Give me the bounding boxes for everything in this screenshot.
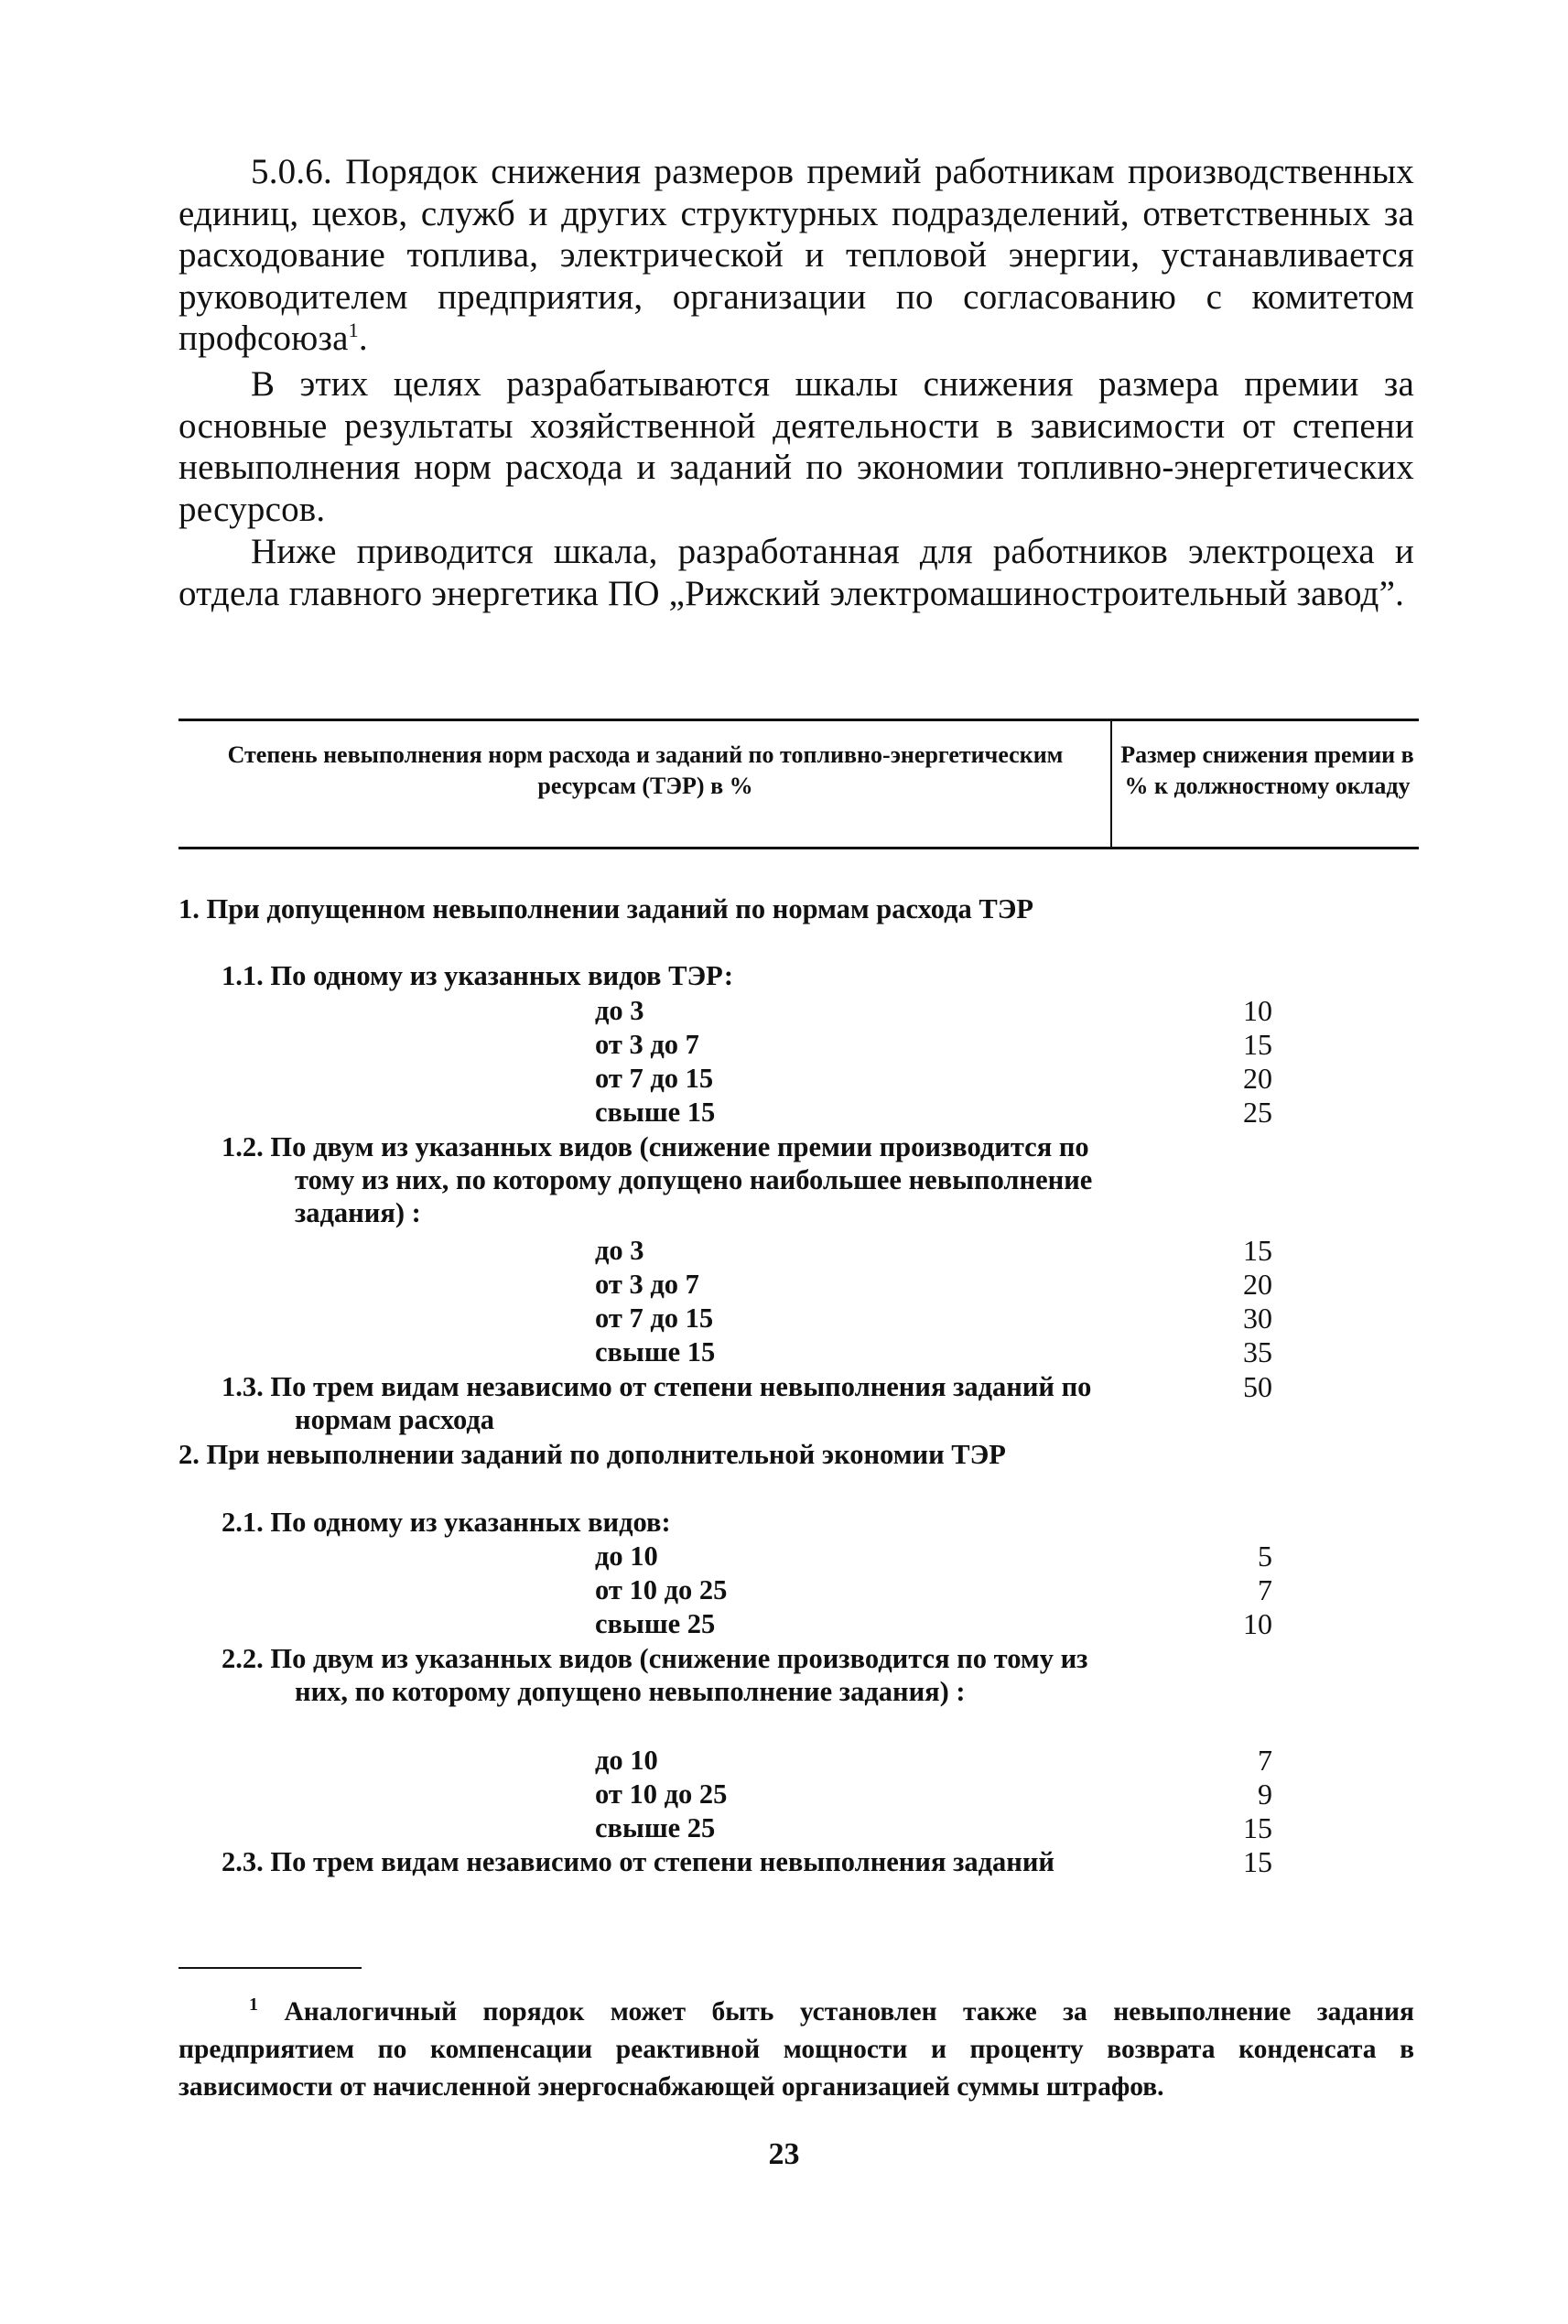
footnote-mark: 1: [249, 1994, 258, 2015]
row-text: 2. При невыполнении заданий по дополнительной экономии ТЭР: [178, 1439, 1006, 1470]
row-value: 7: [1258, 1573, 1272, 1606]
table-row: [222, 959, 1091, 992]
paragraph-5-0-6: 5.0.6. Порядок снижения размеров премий работникам производственных единиц, цехов, служб и других структурных подразделений, ответственных за расходование топлива, электрической и тепловой энергии, устанавливается руководителем предприятия, организации по согласованию с комитетом профсоюза$^1$.: [178, 152, 1414, 358]
table-row: [595, 1811, 715, 1844]
table-row: [595, 1096, 715, 1129]
row-text: до 3: [595, 995, 644, 1026]
row-text: 2.2. По двум из указанных видов (снижение производится по тому из них, по которому допущено невыполнение задания) :: [222, 1643, 1088, 1707]
footnote: [178, 1986, 1414, 2106]
row-text: от 10 до 25: [595, 1574, 728, 1605]
table-header-right: Размер снижения премии в % к должностному окладу: [1120, 741, 1414, 799]
paragraph-2: [178, 363, 1414, 530]
table-row: [222, 1370, 1100, 1436]
table-row: [222, 1845, 1100, 1878]
table-row: [595, 1028, 699, 1061]
page-number: 23: [768, 2137, 800, 2171]
table-row: [595, 1778, 727, 1811]
row-text: от 10 до 25: [595, 1778, 728, 1810]
table-row: [595, 1062, 713, 1095]
row-text: 2.1. По одному из указанных видов:: [222, 1507, 671, 1538]
row-text: свыше 25: [595, 1812, 716, 1843]
row-text: 1. При допущенном невыполнении заданий по нормам расхода ТЭР: [178, 893, 1034, 924]
row-value: 25: [1243, 1096, 1272, 1129]
row-value: 15: [1243, 1811, 1272, 1844]
row-text: 2.3. По трем видам независимо от степени невыполнения заданий: [222, 1846, 1054, 1877]
table-row: [595, 1573, 727, 1606]
table-row: [595, 1540, 658, 1573]
table-row: [595, 1234, 644, 1267]
row-value: 7: [1258, 1744, 1272, 1777]
row-text: до 10: [595, 1745, 658, 1776]
table-header-left: Степень невыполнения норм расхода и заданий по топливно-энергетическим ресурсам (ТЭР) в %: [227, 741, 1064, 799]
footnote-text: Аналогичный порядок может быть установлен также за невыполнение задания предприятием по компенсации реактивной мощности и проценту возврата конденсата в зависимости от начисленной энергоснабжающей организацией суммы штрафов.: [178, 1996, 1415, 2102]
row-value: 30: [1243, 1302, 1272, 1335]
row-text: от 3 до 7: [595, 1029, 699, 1060]
paragraph-2-text: В этих целях разрабатываются шкалы снижения размера премии за основные результаты хозяйственной деятельности в зависимости от степени невыполнения норм расхода и заданий по экономии топливно-энергетических ресурсов.: [178, 364, 1414, 529]
table-row: [222, 1506, 671, 1539]
row-text: от 7 до 15: [595, 1063, 714, 1094]
row-text: свыше 15: [595, 1336, 716, 1367]
table-row: [595, 1335, 715, 1368]
row-value: 20: [1243, 1062, 1272, 1095]
row-value: 9: [1258, 1778, 1272, 1811]
row-value: 15: [1243, 1234, 1272, 1267]
table-column-divider: [1110, 720, 1112, 849]
row-value: 20: [1243, 1268, 1272, 1301]
row-value: 15: [1243, 1028, 1272, 1061]
row-value: 10: [1243, 1607, 1272, 1640]
row-value: 15: [1243, 1845, 1272, 1878]
table-row: [595, 1607, 715, 1640]
row-text: до 10: [595, 1540, 658, 1572]
paragraph-3: [178, 531, 1414, 614]
table-row: [178, 892, 1094, 925]
row-value: 50: [1243, 1370, 1272, 1403]
row-value: 35: [1243, 1335, 1272, 1368]
footnote-reference: 1: [348, 319, 359, 341]
table-top-rule: [178, 719, 1419, 721]
table-row: [595, 1302, 713, 1335]
row-text: от 3 до 7: [595, 1269, 699, 1300]
row-text: 1.2. По двум из указанных видов (снижение премии производится по тому из них, по которому допущено наибольшее невыполнение задания) :: [222, 1131, 1093, 1228]
row-text: свыше 25: [595, 1608, 716, 1639]
table-row: [595, 1268, 699, 1301]
footnote-separator: [178, 1967, 362, 1969]
row-text: 1.1. По одному из указанных видов ТЭР:: [222, 960, 734, 991]
table-row: [595, 1744, 658, 1777]
row-value: 5: [1258, 1540, 1272, 1573]
row-value: 10: [1243, 994, 1272, 1027]
table-header-rule: [178, 847, 1419, 849]
table-row: [222, 1130, 1100, 1229]
paragraph-1-text: 5.0.6. Порядок снижения размеров премий работникам производственных единиц, цехов, служб и других структурных подразделений, ответственных за расходование топлива, электрической и тепловой энергии, устанавливается руководителем предприятия, организации по согласованию с комитетом профсоюза: [178, 152, 1414, 358]
table-row: [222, 1642, 1100, 1708]
paragraph-3-text: Ниже приводится шкала, разработанная для работников электроцеха и отдела главного энергетика ПО „Рижский электромашиностроительный завод”.: [178, 532, 1414, 613]
row-text: до 3: [595, 1235, 644, 1266]
row-text: от 7 до 15: [595, 1303, 714, 1334]
row-text: 1.3. По трем видам независимо от степени невыполнения заданий по нормам расхода: [222, 1371, 1092, 1435]
table-row: [595, 994, 644, 1027]
row-text: свыше 15: [595, 1097, 716, 1128]
table-row: [178, 1438, 1094, 1471]
